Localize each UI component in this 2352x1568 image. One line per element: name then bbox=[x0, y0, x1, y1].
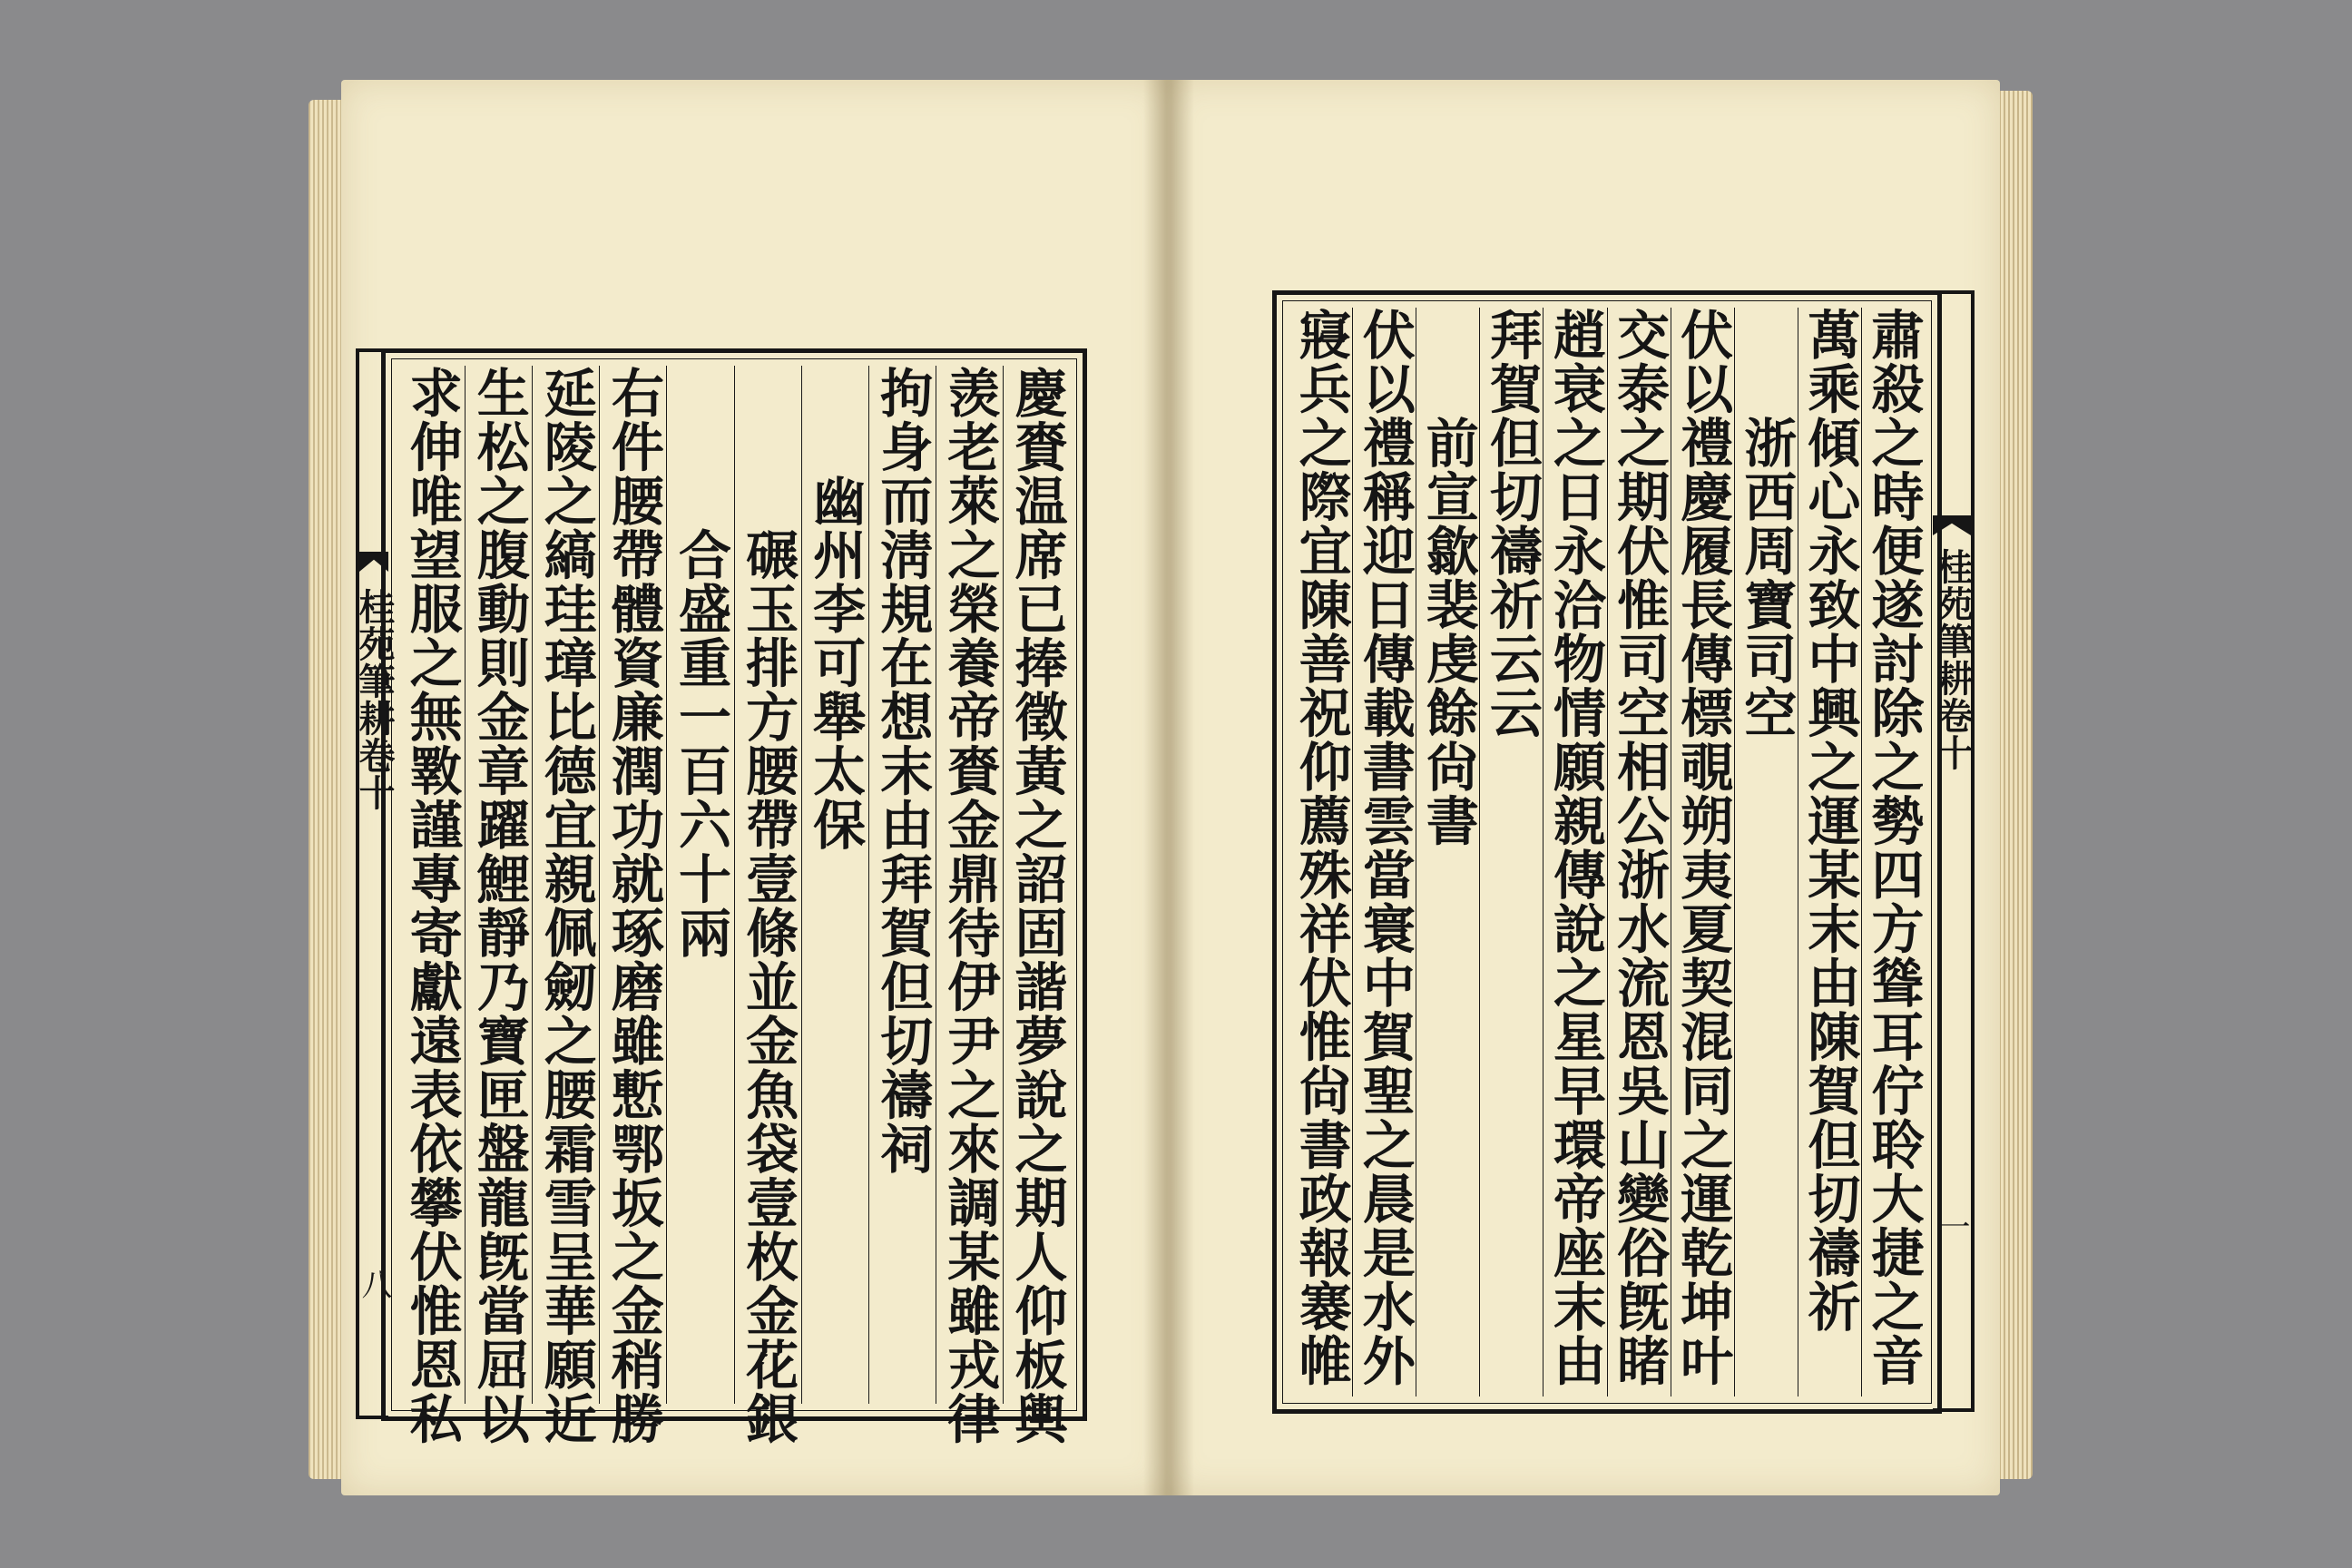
text-column bbox=[936, 366, 1003, 1446]
text-column bbox=[1352, 308, 1416, 1396]
column-text: 萬乘傾心永致中興之運某末由陳賀但切禱祈 bbox=[1798, 308, 1861, 1334]
text-column bbox=[465, 366, 532, 1446]
text-column bbox=[734, 366, 801, 1446]
column-text: 拜賀但切禱祈云云 bbox=[1480, 308, 1543, 740]
text-column bbox=[1416, 308, 1479, 1396]
left-page-number: 八 bbox=[356, 1269, 392, 1299]
column-text: 伏以禮稱迎日傳載書雲當寰中賀聖之晨是水外 bbox=[1353, 308, 1416, 1387]
text-column bbox=[398, 366, 465, 1446]
column-text: 伏以禮慶履長傳標覗朔夷夏契混同之運乾坤叶 bbox=[1671, 308, 1734, 1387]
right-margin-title: 桂苑筆耕卷十 bbox=[1931, 548, 1974, 771]
column-text: 右件腰帶體資廉潤功就琢磨雖慙鄂坂之金稍勝 bbox=[602, 366, 664, 1446]
right-page bbox=[1167, 80, 2000, 1495]
text-column bbox=[1543, 308, 1606, 1396]
fish-tail-mark-icon bbox=[1933, 515, 1971, 535]
column-text: 拘身而淸規在想末由拜賀但切禱祠 bbox=[871, 366, 934, 1176]
column-text: 羡老萊之榮養帝賚金鼎待伊尹之來調某雖戎律 bbox=[938, 366, 1001, 1446]
text-column bbox=[868, 366, 936, 1404]
open-book bbox=[309, 80, 2033, 1500]
text-column bbox=[1861, 308, 1925, 1396]
right-page-edges bbox=[1996, 91, 2033, 1479]
column-text: 幽州李可舉太保 bbox=[804, 366, 867, 852]
book-gutter bbox=[1143, 80, 1194, 1495]
column-text: 慶賚温席已捧徵黃之詔固諧夢說之期人仰板輿 bbox=[1005, 366, 1068, 1446]
text-column bbox=[1003, 366, 1070, 1446]
left-margin-title: 桂苑筆耕卷十 bbox=[353, 588, 396, 811]
text-column bbox=[599, 366, 666, 1446]
column-text: 碾玉排方腰帶壹條並金魚袋壹枚金花銀 bbox=[737, 366, 799, 1446]
text-column bbox=[801, 366, 868, 1404]
right-page-number: 一 bbox=[1934, 1210, 1970, 1241]
right-page-margin-column bbox=[1933, 290, 1975, 1412]
column-text: 合盛重一百六十兩 bbox=[669, 366, 731, 960]
column-text: 交泰之期伏惟司空相公浙水流恩吳山變俗旣睹 bbox=[1608, 308, 1671, 1387]
left-text-frame bbox=[381, 348, 1087, 1446]
text-column bbox=[1798, 308, 1861, 1396]
text-column bbox=[1607, 308, 1671, 1396]
column-text: 延陵之縞珪璋比德宜親佩劒之腰霜雪呈華願近 bbox=[534, 366, 597, 1446]
column-text: 趙衰之日永洽物情願親傳說之星早環帝座末由 bbox=[1544, 308, 1606, 1387]
right-text-frame bbox=[1272, 290, 1942, 1414]
text-column bbox=[1479, 308, 1543, 1396]
column-text: 肅殺之時便遂討除之勢四方聳耳佇聆大捷之音 bbox=[1862, 308, 1925, 1387]
column-text: 寢兵之際宜陳善祝仰薦殊祥伏惟尙書政報褰帷 bbox=[1289, 308, 1352, 1387]
text-column bbox=[532, 366, 599, 1446]
left-page bbox=[341, 80, 1167, 1495]
text-column bbox=[666, 366, 733, 1404]
column-text: 生松之腹動則金章躍鯉靜乃寶匣盤龍旣當屈以 bbox=[467, 366, 530, 1446]
column-text: 前宣歙裴虔餘尙書 bbox=[1416, 308, 1479, 848]
column-text: 求伸唯望服之無斁謹專寄獻遠表依攀伏惟恩私 bbox=[400, 366, 463, 1446]
text-column bbox=[1671, 308, 1734, 1396]
text-column bbox=[1734, 308, 1798, 1396]
text-column bbox=[1289, 308, 1352, 1396]
column-text: 浙西周寶司空 bbox=[1735, 308, 1798, 740]
left-page-edges bbox=[309, 100, 345, 1479]
